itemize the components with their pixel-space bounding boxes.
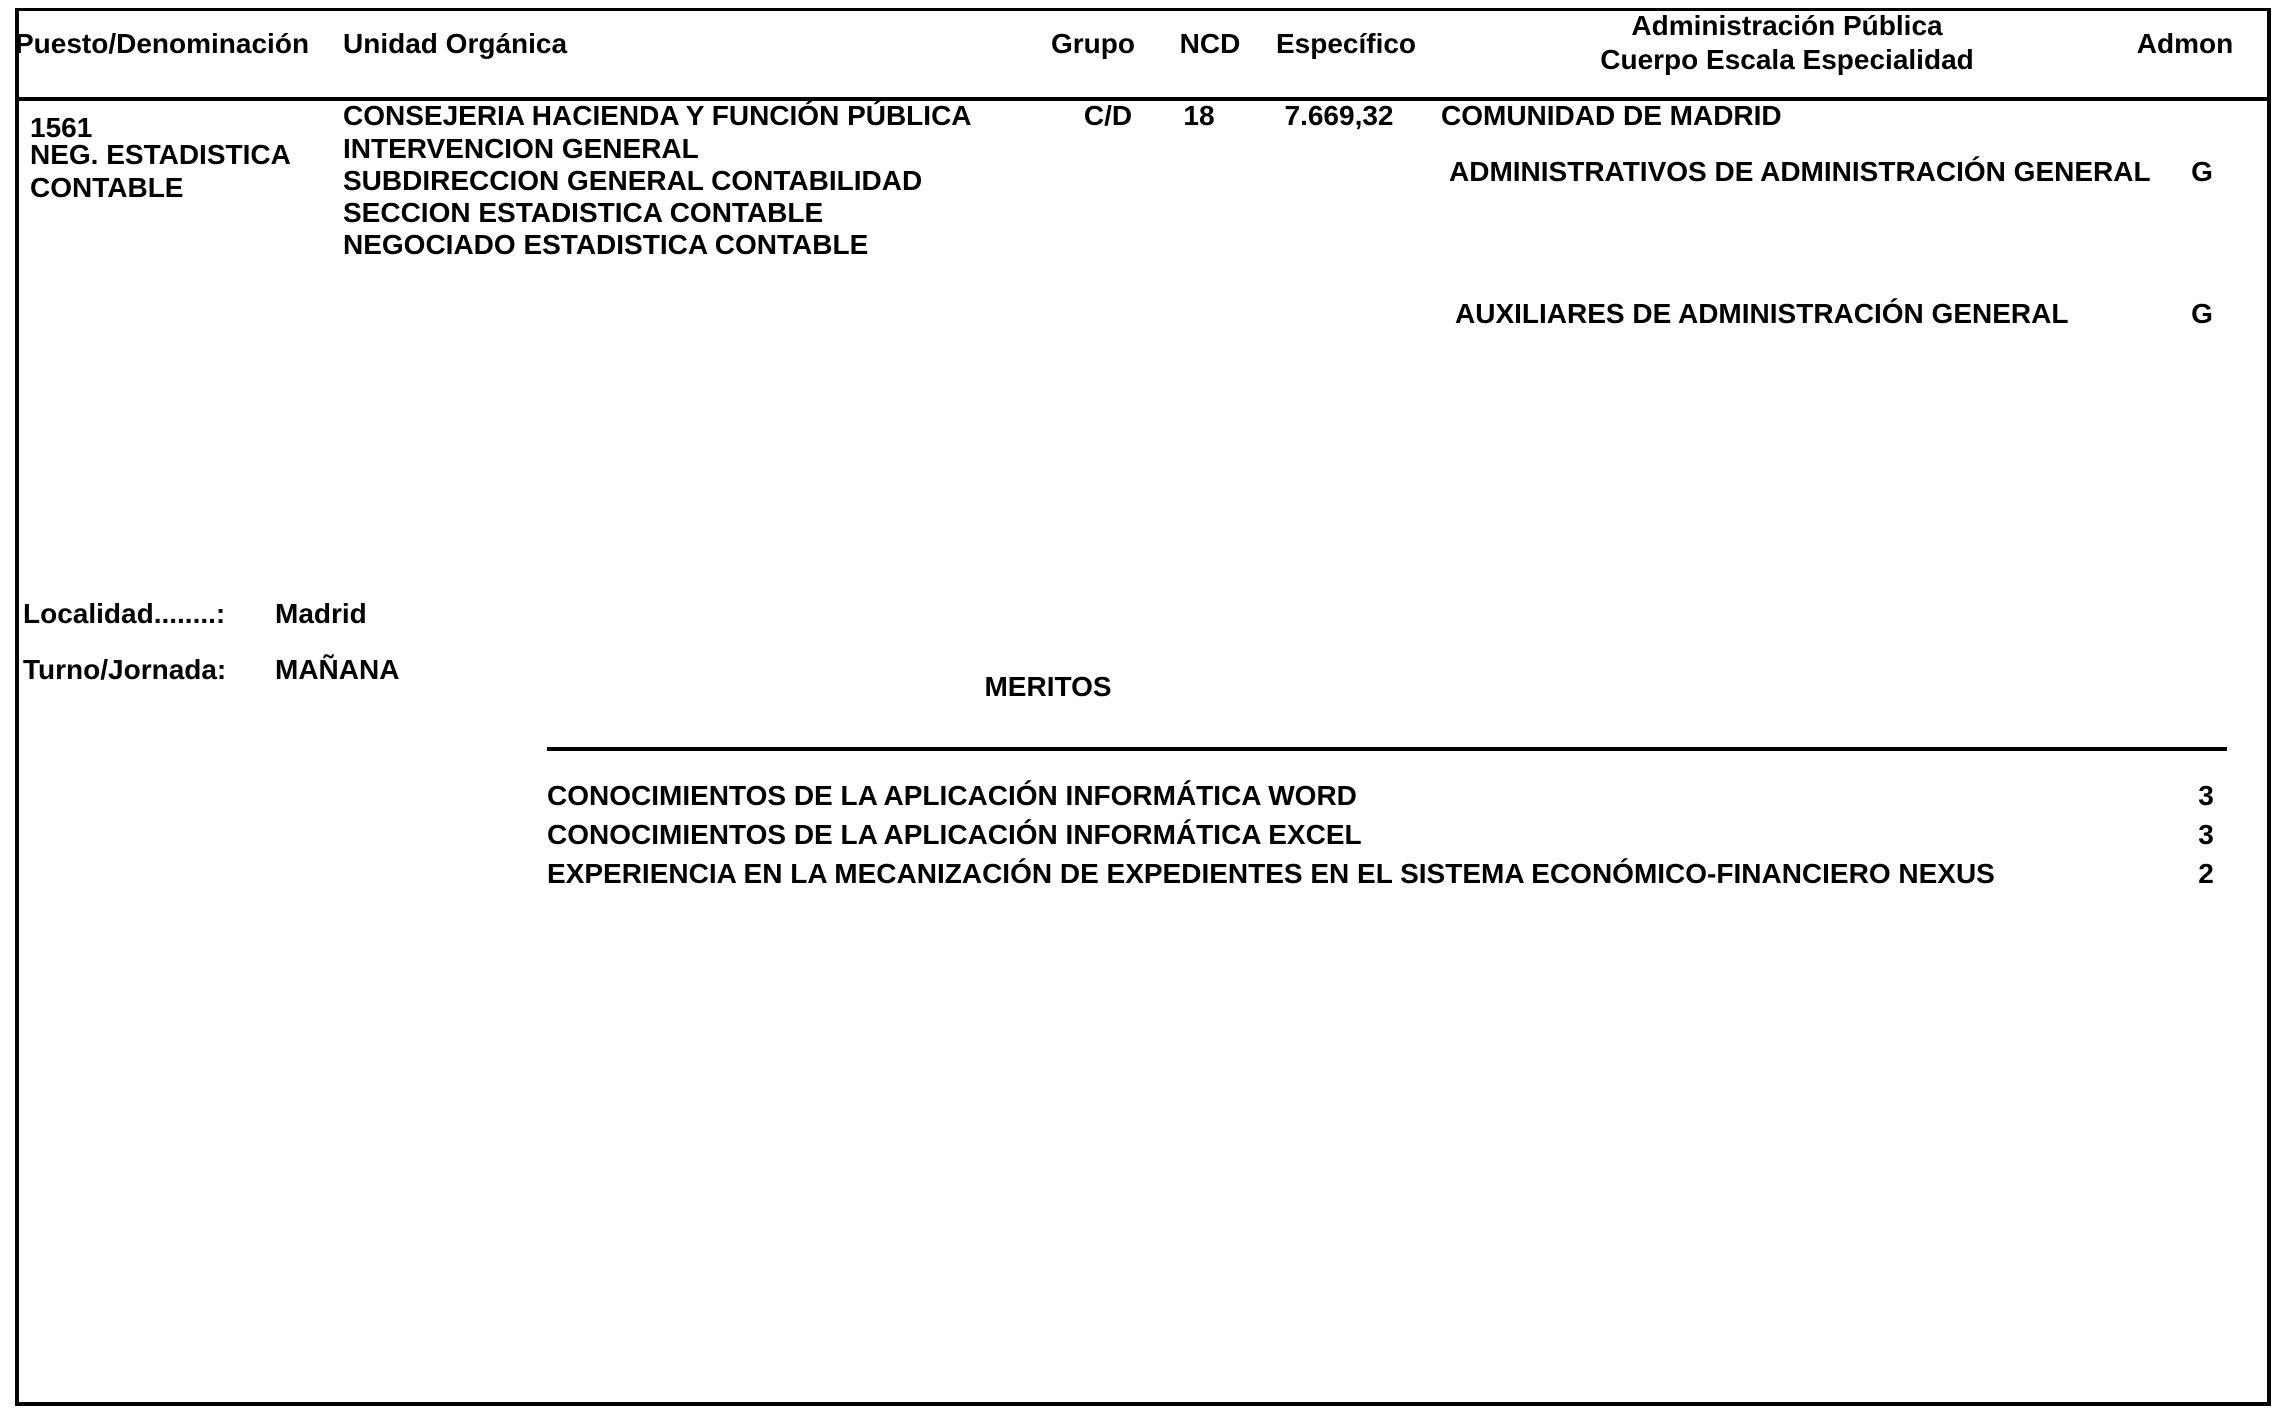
record-denominacion-line2: CONTABLE (30, 172, 184, 203)
header-administracion-publica: Administración Pública (1631, 10, 1943, 41)
cuerpo-admon: G (2191, 156, 2213, 187)
cuerpo-name: ADMINISTRATIVOS DE ADMINISTRACIÓN GENERAL (1449, 156, 2151, 187)
localidad-value: Madrid (275, 598, 367, 629)
record-grupo: C/D (1083, 100, 1133, 131)
meritos-title: MERITOS (984, 671, 1112, 702)
header-grupo: Grupo (1051, 28, 1135, 59)
turno-label: Turno/Jornada: (23, 654, 227, 685)
record-especifico: 7.669,32 (1284, 100, 1394, 131)
merito-points: 2 (2198, 858, 2214, 889)
record-number: 1561 (30, 112, 93, 143)
record-ncd: 18 (1183, 100, 1215, 131)
header-especifico: Específico (1275, 28, 1417, 59)
unidad-line: CONSEJERIA HACIENDA Y FUNCIÓN PÚBLICA (343, 100, 972, 131)
merito-text: CONOCIMIENTOS DE LA APLICACIÓN INFORMÁTICA WORD (547, 780, 1357, 811)
header-ncd: NCD (1179, 28, 1241, 59)
merito-points: 3 (2198, 819, 2214, 850)
record-administracion: COMUNIDAD DE MADRID (1441, 100, 1782, 131)
turno-value: MAÑANA (275, 654, 400, 685)
merito-text: CONOCIMIENTOS DE LA APLICACIÓN INFORMÁTICA EXCEL (547, 819, 1362, 850)
cuerpo-admon: G (2191, 298, 2213, 329)
header-puesto: Puesto/Denominación (15, 28, 310, 59)
unidad-line: INTERVENCION GENERAL (343, 133, 699, 164)
header-cuerpo-escala: Cuerpo Escala Especialidad (1600, 44, 1974, 75)
unidad-line: SECCION ESTADISTICA CONTABLE (343, 197, 824, 228)
unidad-line: SUBDIRECCION GENERAL CONTABILIDAD (343, 165, 923, 196)
record-denominacion-line1: NEG. ESTADISTICA (30, 139, 291, 170)
header-admon: Admon (2136, 28, 2234, 59)
merito-text: EXPERIENCIA EN LA MECANIZACIÓN DE EXPEDIENTES EN EL SISTEMA ECONÓMICO-FINANCIERO NEXUS (547, 858, 1995, 889)
cuerpo-name: AUXILIARES DE ADMINISTRACIÓN GENERAL (1455, 298, 2069, 329)
unidad-line: NEGOCIADO ESTADISTICA CONTABLE (343, 229, 869, 260)
localidad-label: Localidad........: (23, 598, 226, 629)
meritos-divider (547, 747, 2227, 751)
header-unidad: Unidad Orgánica (343, 28, 568, 59)
merito-points: 3 (2198, 780, 2214, 811)
